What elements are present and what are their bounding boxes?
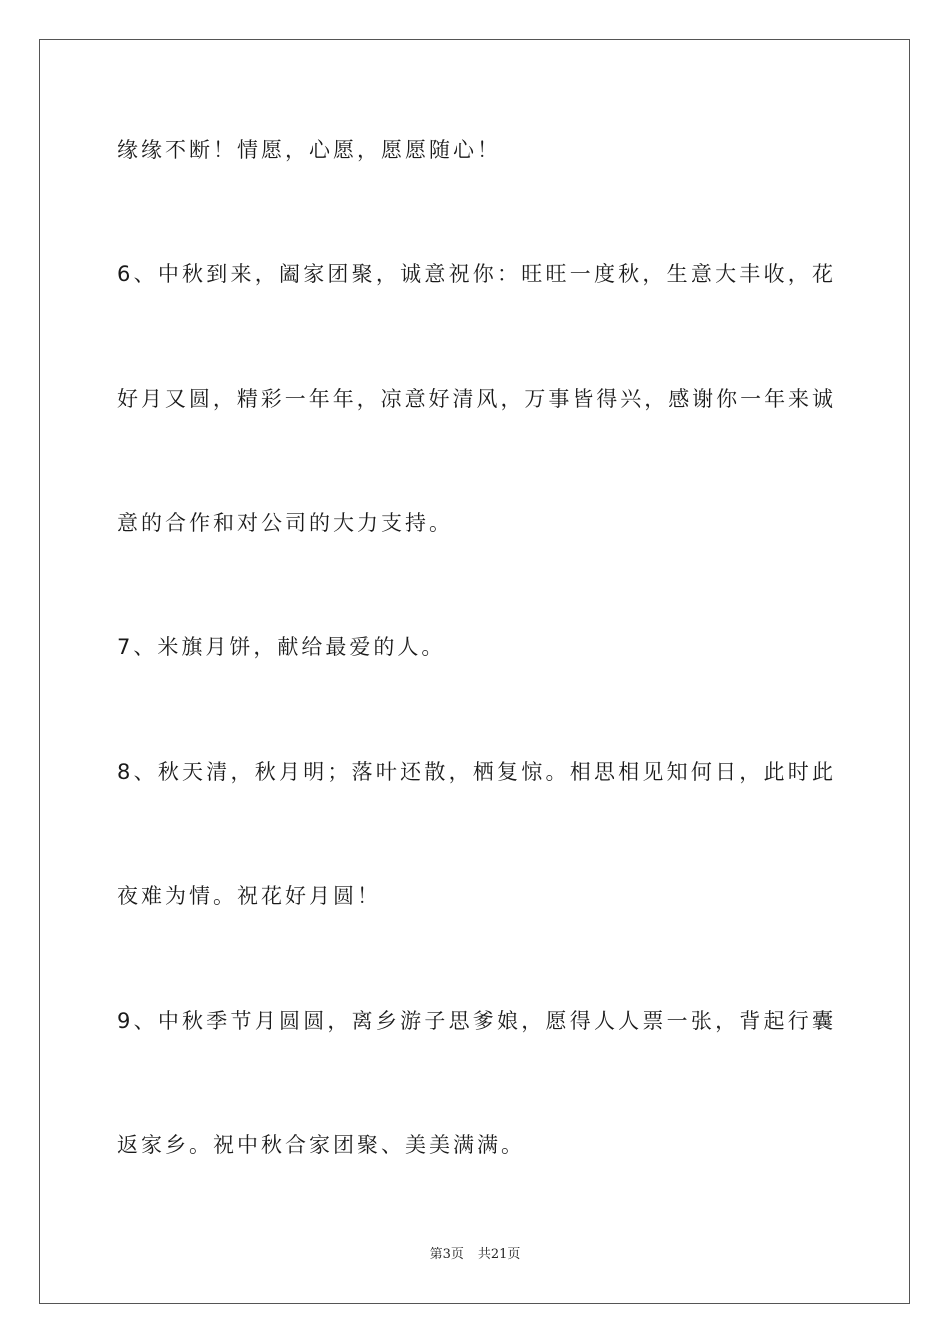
text-line-5: 7、米旗月饼，献给最爱的人。 xyxy=(117,635,446,659)
text-line-6: 8、秋天清，秋月明；落叶还散，栖复惊。相思相见知何日，此时此 xyxy=(117,760,833,784)
text-line-3: 好月又圆，精彩一年年，凉意好清风，万事皆得兴，感谢你一年来诚 xyxy=(117,387,833,411)
text-line-8: 9、中秋季节月圆圆，离乡游子思爹娘，愿得人人票一张，背起行囊 xyxy=(117,1009,833,1033)
text-line-1: 缘缘不断！情愿，心愿，愿愿随心！ xyxy=(117,138,501,162)
text-line-4: 意的合作和对公司的大力支持。 xyxy=(117,511,453,535)
page-number: 第3页 xyxy=(429,1247,464,1262)
text-line-9: 返家乡。祝中秋合家团聚、美美满满。 xyxy=(117,1133,525,1157)
text-line-7: 夜难为情。祝花好月圆！ xyxy=(117,884,381,908)
text-line-2: 6、中秋到来，阖家团聚，诚意祝你：旺旺一度秋，生意大丰收，花 xyxy=(117,262,833,286)
page-border xyxy=(39,39,910,1304)
page-footer xyxy=(0,1246,950,1264)
page-total: 共21页 xyxy=(477,1247,521,1262)
